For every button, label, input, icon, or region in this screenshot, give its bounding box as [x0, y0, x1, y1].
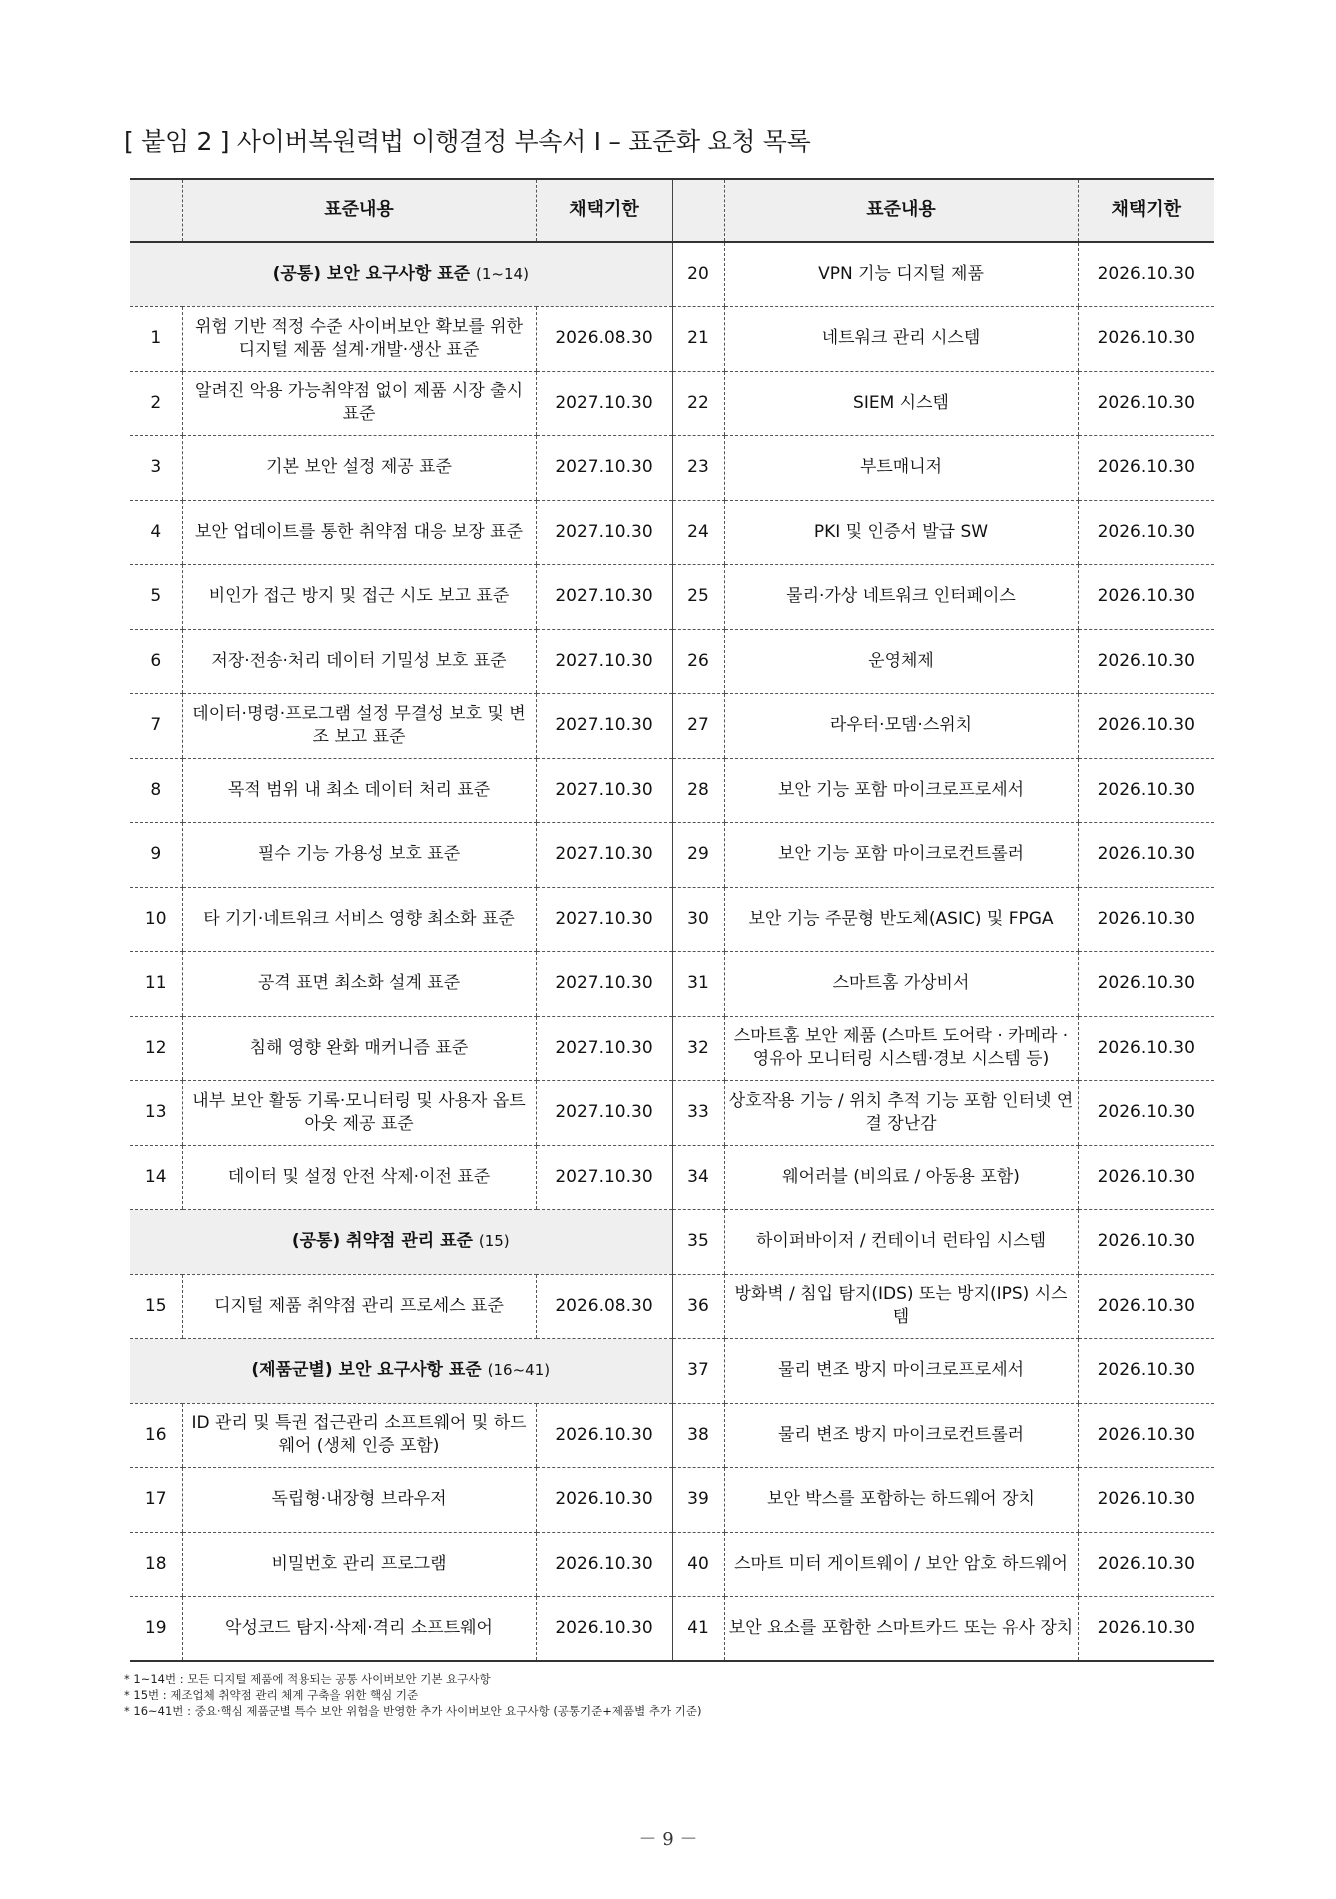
item-number: 40 [672, 1532, 724, 1597]
item-deadline: 2027.10.30 [536, 436, 672, 501]
item-content: 필수 기능 가용성 보호 표준 [182, 823, 536, 888]
item-number: 33 [672, 1081, 724, 1146]
item-content: 저장·전송·처리 데이터 기밀성 보호 표준 [182, 629, 536, 694]
item-deadline: 2026.10.30 [1078, 500, 1214, 565]
item-number: 18 [130, 1532, 182, 1597]
item-deadline: 2026.10.30 [1078, 371, 1214, 436]
item-content: 공격 표면 최소화 설계 표준 [182, 952, 536, 1017]
table-row [130, 629, 1214, 694]
item-deadline: 2027.10.30 [536, 1081, 672, 1146]
item-deadline: 2026.08.30 [536, 307, 672, 372]
item-deadline: 2026.10.30 [1078, 1145, 1214, 1210]
item-content: 침해 영향 완화 매커니즘 표준 [182, 1016, 536, 1081]
item-number: 28 [672, 758, 724, 823]
item-deadline: 2026.10.30 [1078, 887, 1214, 952]
item-number: 22 [672, 371, 724, 436]
item-number: 12 [130, 1016, 182, 1081]
item-deadline: 2027.10.30 [536, 823, 672, 888]
item-content: 위험 기반 적정 수준 사이버보안 확보를 위한 디지털 제품 설계·개발·생산 표준 [182, 307, 536, 372]
item-deadline: 2027.10.30 [536, 1145, 672, 1210]
footnote: * 1~14번 : 모든 디지털 제품에 적용되는 공통 사이버보안 기본 요구사항 [124, 1672, 491, 1686]
item-content: 보안 업데이트를 통한 취약점 대응 보장 표준 [182, 500, 536, 565]
item-number: 13 [130, 1081, 182, 1146]
item-content: 디지털 제품 취약점 관리 프로세스 표준 [182, 1274, 536, 1339]
item-content: 비인가 접근 방지 및 접근 시도 보고 표준 [182, 565, 536, 630]
item-content: 방화벽 / 침입 탐지(IDS) 또는 방지(IPS) 시스템 [724, 1274, 1078, 1339]
footnotes [124, 1672, 701, 1720]
item-content: 하이퍼바이저 / 컨테이너 런타임 시스템 [724, 1210, 1078, 1275]
item-deadline: 2026.08.30 [536, 1274, 672, 1339]
table-row [130, 500, 1214, 565]
item-number: 24 [672, 500, 724, 565]
item-content: 데이터 및 설정 안전 삭제·이전 표준 [182, 1145, 536, 1210]
item-deadline: 2026.10.30 [1078, 1597, 1214, 1662]
item-deadline: 2026.10.30 [1078, 694, 1214, 759]
item-number: 4 [130, 500, 182, 565]
page-title: [ 붙임 2 ] 사이버복원력법 이행결정 부속서 I – 표준화 요청 목록 [124, 127, 811, 156]
header-deadline-right: 채택기한 [1078, 179, 1214, 242]
item-number: 1 [130, 307, 182, 372]
item-content: 운영체제 [724, 629, 1078, 694]
item-deadline: 2027.10.30 [536, 887, 672, 952]
item-content: 스마트 미터 게이트웨이 / 보안 암호 하드웨어 [724, 1532, 1078, 1597]
item-deadline: 2026.10.30 [1078, 1339, 1214, 1404]
item-number: 20 [672, 242, 724, 307]
section-label: (공통) 보안 요구사항 표준 [272, 264, 471, 285]
header-num-right [672, 179, 724, 242]
item-deadline: 2026.10.30 [536, 1597, 672, 1662]
item-number: 39 [672, 1468, 724, 1533]
table-row [130, 436, 1214, 501]
item-number: 36 [672, 1274, 724, 1339]
section-header [130, 1339, 672, 1404]
section-header [130, 1210, 672, 1275]
item-number: 31 [672, 952, 724, 1017]
item-number: 6 [130, 629, 182, 694]
item-number: 17 [130, 1468, 182, 1533]
item-deadline: 2026.10.30 [536, 1532, 672, 1597]
table-row [130, 1081, 1214, 1146]
table-row [130, 887, 1214, 952]
item-deadline: 2026.10.30 [536, 1468, 672, 1533]
item-content: 독립형·내장형 브라우저 [182, 1468, 536, 1533]
header-num-left [130, 179, 182, 242]
item-deadline: 2026.10.30 [1078, 1016, 1214, 1081]
item-deadline: 2026.10.30 [1078, 1403, 1214, 1468]
item-number: 30 [672, 887, 724, 952]
table-row [130, 694, 1214, 759]
footnote: * 15번 : 제조업체 취약점 관리 체계 구축을 위한 핵심 기준 [124, 1687, 419, 1702]
item-content: 네트워크 관리 시스템 [724, 307, 1078, 372]
item-content: 보안 기능 포함 마이크로컨트롤러 [724, 823, 1078, 888]
item-content: 물리 변조 방지 마이크로컨트롤러 [724, 1403, 1078, 1468]
table-row [130, 952, 1214, 1017]
item-content: 보안 기능 포함 마이크로프로세서 [724, 758, 1078, 823]
standardization-request-table [130, 178, 1214, 1662]
section-label: (공통) 취약점 관리 표준 [291, 1231, 473, 1252]
table-body [130, 242, 1214, 1661]
table-row [130, 1016, 1214, 1081]
item-deadline: 2027.10.30 [536, 758, 672, 823]
item-number: 26 [672, 629, 724, 694]
item-content: 상호작용 기능 / 위치 추적 기능 포함 인터넷 연결 장난감 [724, 1081, 1078, 1146]
section-range: (1~14) [476, 265, 529, 284]
item-deadline: 2026.10.30 [1078, 1081, 1214, 1146]
table-row [130, 1274, 1214, 1339]
item-content: 스마트홈 가상비서 [724, 952, 1078, 1017]
item-number: 37 [672, 1339, 724, 1404]
item-deadline: 2026.10.30 [536, 1403, 672, 1468]
item-number: 3 [130, 436, 182, 501]
item-number: 14 [130, 1145, 182, 1210]
item-deadline: 2026.10.30 [1078, 565, 1214, 630]
section-label: (제품군별) 보안 요구사항 표준 [251, 1360, 482, 1381]
item-content: 악성코드 탐지·삭제·격리 소프트웨어 [182, 1597, 536, 1662]
item-deadline: 2026.10.30 [1078, 1532, 1214, 1597]
table-row [130, 1145, 1214, 1210]
section-range: (16~41) [487, 1361, 551, 1380]
item-content: 내부 보안 활동 기록·모니터링 및 사용자 옵트아웃 제공 표준 [182, 1081, 536, 1146]
item-number: 19 [130, 1597, 182, 1662]
item-deadline: 2027.10.30 [536, 1016, 672, 1081]
item-deadline: 2026.10.30 [1078, 242, 1214, 307]
item-number: 27 [672, 694, 724, 759]
item-number: 15 [130, 1274, 182, 1339]
item-number: 10 [130, 887, 182, 952]
item-number: 8 [130, 758, 182, 823]
item-content: 데이터·명령·프로그램 설정 무결성 보호 및 변조 보고 표준 [182, 694, 536, 759]
table-row [130, 1210, 1214, 1275]
item-content: 보안 박스를 포함하는 하드웨어 장치 [724, 1468, 1078, 1533]
item-deadline: 2026.10.30 [1078, 952, 1214, 1017]
table-row [130, 307, 1214, 372]
item-deadline: 2027.10.30 [536, 500, 672, 565]
item-deadline: 2027.10.30 [536, 371, 672, 436]
item-deadline: 2026.10.30 [1078, 758, 1214, 823]
item-number: 41 [672, 1597, 724, 1662]
item-deadline: 2026.10.30 [1078, 823, 1214, 888]
item-deadline: 2026.10.30 [1078, 1468, 1214, 1533]
table-row [130, 371, 1214, 436]
item-number: 21 [672, 307, 724, 372]
item-deadline: 2026.10.30 [1078, 629, 1214, 694]
item-content: 웨어러블 (비의료 / 아동용 포함) [724, 1145, 1078, 1210]
table-row [130, 823, 1214, 888]
item-deadline: 2026.10.30 [1078, 1210, 1214, 1275]
table-row [130, 1468, 1214, 1533]
header-content-left: 표준내용 [182, 179, 536, 242]
item-deadline: 2026.10.30 [1078, 1274, 1214, 1339]
item-number: 35 [672, 1210, 724, 1275]
table-row [130, 242, 1214, 307]
table-row [130, 565, 1214, 630]
table-row [130, 1403, 1214, 1468]
item-content: 물리·가상 네트워크 인터페이스 [724, 565, 1078, 630]
item-number: 11 [130, 952, 182, 1017]
item-number: 23 [672, 436, 724, 501]
item-deadline: 2027.10.30 [536, 629, 672, 694]
item-deadline: 2027.10.30 [536, 952, 672, 1017]
item-number: 9 [130, 823, 182, 888]
item-content: VPN 기능 디지털 제품 [724, 242, 1078, 307]
item-content: 스마트홈 보안 제품 (스마트 도어락 · 카메라 · 영유아 모니터링 시스템·경보 시스템 등) [724, 1016, 1078, 1081]
item-number: 2 [130, 371, 182, 436]
section-header [130, 242, 672, 307]
table-row [130, 1339, 1214, 1404]
item-content: PKI 및 인증서 발급 SW [724, 500, 1078, 565]
item-deadline: 2027.10.30 [536, 694, 672, 759]
item-deadline: 2027.10.30 [536, 565, 672, 630]
header-content-right: 표준내용 [724, 179, 1078, 242]
footnote: * 16~41번 : 중요·핵심 제품군별 특수 보안 위험을 반영한 추가 사이버보안 요구사항 (공통기준+제품별 추가 기준) [124, 1703, 702, 1718]
item-number: 7 [130, 694, 182, 759]
item-content: 알려진 악용 가능취약점 없이 제품 시장 출시 표준 [182, 371, 536, 436]
table-row [130, 758, 1214, 823]
item-number: 38 [672, 1403, 724, 1468]
table-row [130, 1597, 1214, 1662]
item-content: 기본 보안 설정 제공 표준 [182, 436, 536, 501]
item-deadline: 2026.10.30 [1078, 307, 1214, 372]
item-number: 34 [672, 1145, 724, 1210]
item-content: 라우터·모뎀·스위치 [724, 694, 1078, 759]
item-deadline: 2026.10.30 [1078, 436, 1214, 501]
item-content: 부트매니저 [724, 436, 1078, 501]
item-content: 목적 범위 내 최소 데이터 처리 표준 [182, 758, 536, 823]
item-content: 보안 기능 주문형 반도체(ASIC) 및 FPGA [724, 887, 1078, 952]
item-number: 16 [130, 1403, 182, 1468]
item-number: 25 [672, 565, 724, 630]
table-header-row [130, 179, 1214, 242]
section-range: (15) [478, 1232, 510, 1251]
item-content: 타 기기·네트워크 서비스 영향 최소화 표준 [182, 887, 536, 952]
item-content: 보안 요소를 포함한 스마트카드 또는 유사 장치 [724, 1597, 1078, 1662]
header-deadline-left: 채택기한 [536, 179, 672, 242]
item-number: 5 [130, 565, 182, 630]
item-content: ID 관리 및 특권 접근관리 소프트웨어 및 하드웨어 (생체 인증 포함) [182, 1403, 536, 1468]
page-number: － 9 － [638, 1829, 698, 1850]
item-content: SIEM 시스템 [724, 371, 1078, 436]
item-content: 비밀번호 관리 프로그램 [182, 1532, 536, 1597]
item-number: 32 [672, 1016, 724, 1081]
item-content: 물리 변조 방지 마이크로프로세서 [724, 1339, 1078, 1404]
item-number: 29 [672, 823, 724, 888]
table-row [130, 1532, 1214, 1597]
